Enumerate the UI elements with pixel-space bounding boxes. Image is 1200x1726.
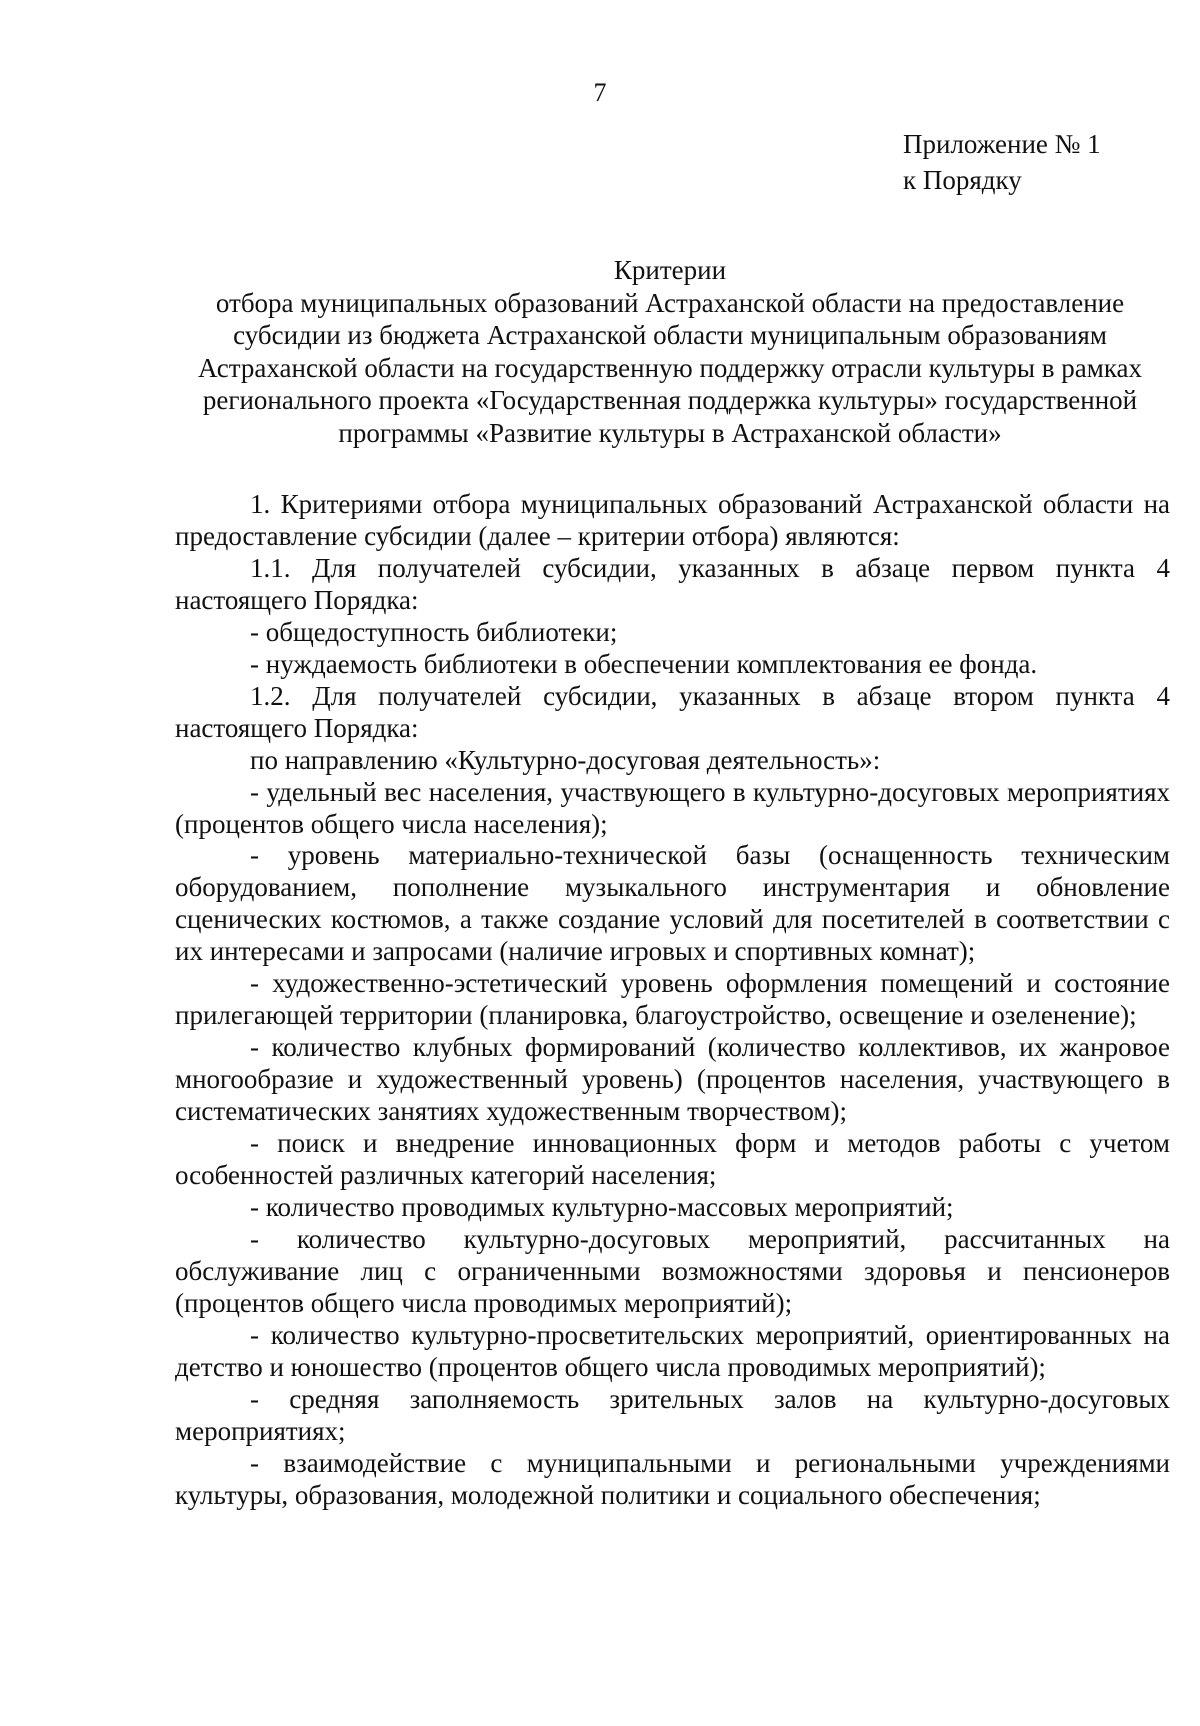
- list-item: - количество клубных формирований (количество коллективов, их жанровое многообразие и художественный уровень) (процентов населения, участвующего в систематических занятиях художественным творчеством);: [175, 1032, 1170, 1127]
- list-item: - уровень материально-технической базы (оснащенность техническим оборудованием, пополнение музыкального инструментария и обновление сценических костюмов, а также создание условий для посетителей в соответствии с их интересами и запросами (наличие игровых и спортивных комнат);: [175, 840, 1170, 967]
- paragraph-1-2: 1.2. Для получателей субсидии, указанных в абзаце втором пункта 4 настоящего Порядка:: [175, 680, 1170, 743]
- document-body: [175, 489, 1170, 1512]
- list-item: - художественно-эстетический уровень оформления помещений и состояние прилегающей территории (планировка, благоустройство, освещение и озеленение);: [175, 968, 1170, 1031]
- direction-heading: по направлению «Культурно-досуговая деятельность»:: [250, 744, 881, 775]
- list-item: - количество проводимых культурно-массовых мероприятий;: [250, 1191, 954, 1222]
- appendix-line-2: к Порядку: [903, 165, 1022, 195]
- title-subtitle: отбора муниципальных образований Астраханской области на предоставление субсидии из бюджета Астраханской области муниципальным образованиям Астраханской области на государственную поддержку отрасли культуры в рамках регионального проекта «Государственная поддержка культуры» государственной программы «Развитие культуры в Астраханской области»: [197, 287, 1143, 448]
- list-item: - нуждаемость библиотеки в обеспечении комплектования ее фонда.: [250, 648, 1038, 679]
- appendix-reference: [903, 126, 1101, 198]
- paragraph-1: 1. Критериями отбора муниципальных образований Астраханской области на предоставление субсидии (далее – критерии отбора) являются:: [175, 489, 1170, 551]
- title-heading: Критерии: [613, 255, 727, 285]
- list-item: - взаимодействие с муниципальными и региональными учреждениями культуры, образования, молодежной политики и социального обеспечения;: [175, 1447, 1170, 1510]
- list-item: - количество культурно-досуговых мероприятий, рассчитанных на обслуживание лиц с ограниченными возможностями здоровья и пенсионеров (процентов общего числа проводимых мероприятий);: [175, 1223, 1170, 1318]
- list-item: - поиск и внедрение инновационных форм и методов работы с учетом особенностей различных категорий населения;: [175, 1128, 1170, 1191]
- document-title: [170, 254, 1170, 450]
- list-item: - количество культурно-просветительских мероприятий, ориентированных на детство и юношество (процентов общего числа проводимых мероприятий);: [175, 1319, 1170, 1382]
- appendix-line-1: Приложение № 1: [903, 129, 1101, 159]
- page-number: 7: [593, 78, 607, 107]
- list-item: - общедоступность библиотеки;: [250, 616, 618, 647]
- list-item: - средняя заполняемость зрительных залов на культурно-досуговых мероприятиях;: [175, 1383, 1170, 1446]
- paragraph-1-1: 1.1. Для получателей субсидии, указанных в абзаце первом пункта 4 настоящего Порядка:: [175, 552, 1170, 615]
- list-item: - удельный вес населения, участвующего в культурно-досуговых мероприятиях (процентов общего числа населения);: [175, 776, 1170, 839]
